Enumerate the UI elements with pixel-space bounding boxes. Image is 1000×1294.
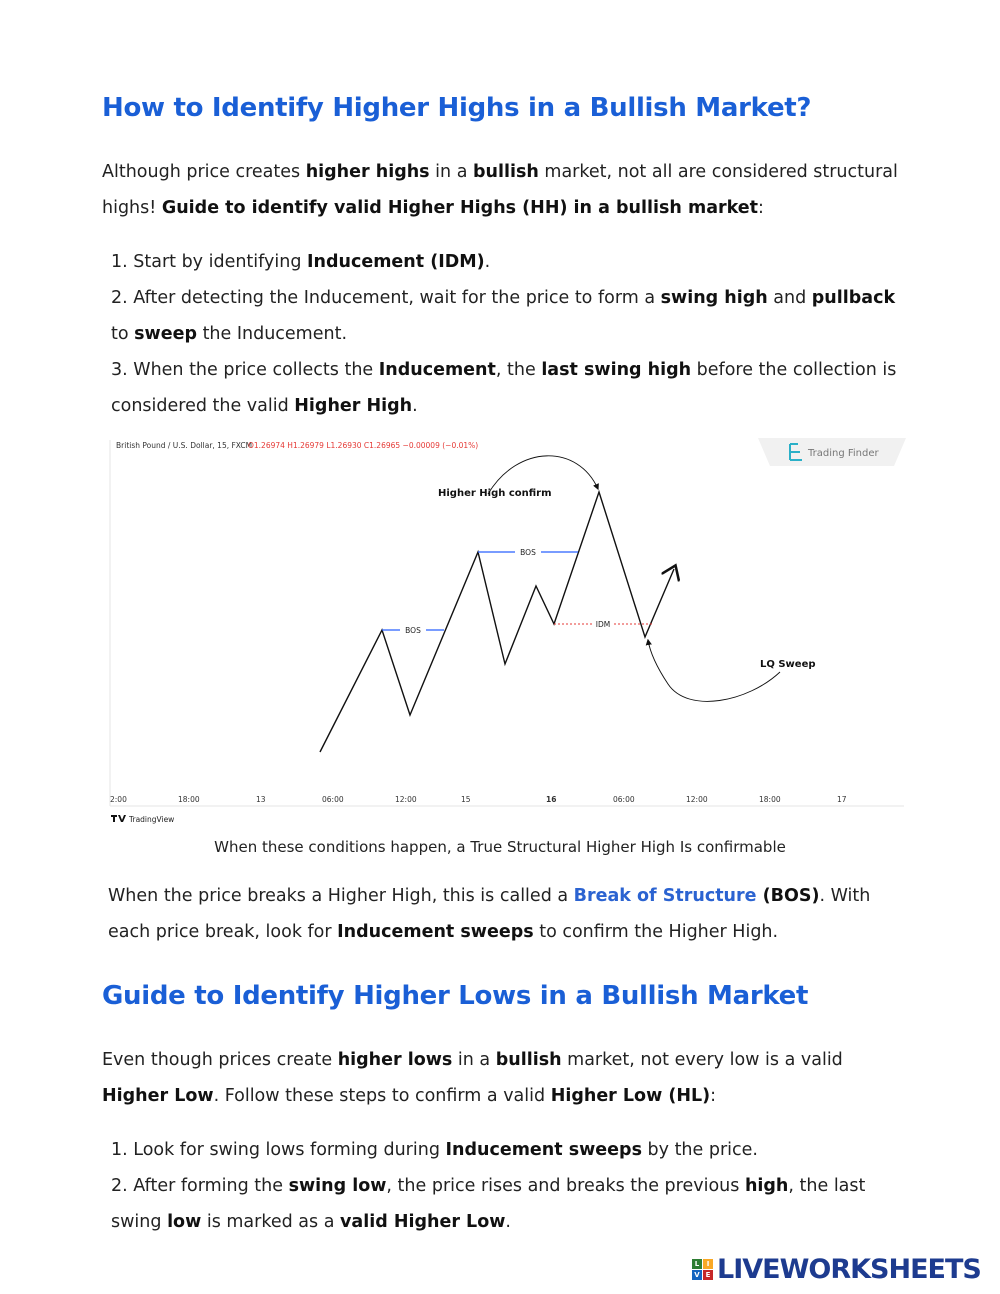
bold-text: higher highs [305,162,430,182]
bos-label-2: BOS [520,548,536,557]
ohlc-values: O1.26974 H1.26979 L1.26930 C1.26965 −0.00009 (−0.01%) [248,441,479,450]
bold-text: Inducement sweeps [337,922,534,942]
higher-lows-step-1 [111,1132,911,1168]
text: to [111,324,135,344]
bold-text: Guide to identify valid Higher Highs (HH) in a bullish market [161,198,759,218]
text: : [758,198,764,218]
higher-highs-step-1 [111,244,911,280]
text: in a [429,162,473,182]
time-tick: 15 [461,795,471,804]
bold-text: Higher High [294,396,413,416]
bold-text: bullish [472,162,539,182]
bold-text: pullback [811,288,896,308]
text: When the price breaks a Higher High, this is called a [108,886,574,906]
bos-paragraph [108,878,908,950]
higher-highs-step-3 [111,352,911,424]
liveworksheets-logo[interactable] [692,1252,992,1286]
bold-text: higher lows [337,1050,453,1070]
chart-svg [108,434,906,826]
chart-caption: When these conditions happen, a True Structural Higher High Is confirmable [214,838,786,856]
higher-highs-step-2 [111,280,911,352]
text: , the [495,360,542,380]
time-tick: 18:00 [178,795,200,804]
text: . With each price break, look for [108,886,871,942]
section-heading-higher-lows: Guide to Identify Higher Lows in a Bullish Market [102,981,809,1011]
text: , the price rises and breaks the previous [386,1176,745,1196]
mark-letter: L [692,1259,702,1269]
text: . [505,1212,511,1232]
text: in a [452,1050,496,1070]
text: Even though prices create [102,1050,338,1070]
text: . Follow these steps to confirm a valid [213,1086,551,1106]
time-tick: 18:00 [759,795,781,804]
time-axis-labels [110,795,847,804]
time-tick: 16 [546,795,557,804]
bold-text: sweep [134,324,197,344]
liveworksheets-wordmark: LIVEWORKSHEETS [717,1253,981,1285]
hh-confirm-label: Higher High confirm [438,488,552,499]
bold-text: high [744,1176,789,1196]
higher-lows-intro [102,1042,912,1114]
bold-text: swing high [660,288,768,308]
text: before the collection is considered the valid [111,360,897,416]
time-tick: 12:00 [395,795,417,804]
text: . [484,252,491,272]
text: : [710,1086,717,1106]
liveworksheets-mark-icon [692,1259,713,1280]
text: 3. When the price collects the [111,360,379,380]
bold-text: last swing high [541,360,692,380]
text: to confirm the Higher High. [533,922,779,942]
text: market, not every low is a valid [561,1050,843,1070]
time-tick: 13 [256,795,266,804]
break-of-structure-link[interactable]: Break of Structure [573,886,757,906]
bold-text: Inducement sweeps [445,1140,642,1160]
text: by the price. [641,1140,758,1160]
bold-text: Higher Low [102,1086,214,1106]
text: , the last swing [111,1176,866,1232]
idm-label: IDM [595,620,611,629]
text: 1. Start by identifying [111,252,307,272]
market-structure-chart [108,434,906,826]
text: and [767,288,812,308]
tradingview-watermark: TradingView [129,815,175,824]
mark-letter: E [703,1270,713,1280]
lq-sweep-arrow [648,640,780,701]
symbol-info: British Pound / U.S. Dollar, 15, FXCM [116,441,253,450]
brand-name: Trading Finder [808,448,879,459]
text: 2. After detecting the Inducement, wait for the price to form a [111,288,661,308]
bold-text: low [167,1212,202,1232]
text: market, not all are considered structural highs! [102,162,898,218]
bold-text: bullish [495,1050,562,1070]
text: 1. Look for swing lows forming during [111,1140,446,1160]
bos-label-1: BOS [405,626,421,635]
text: . [412,396,418,416]
bold-text: Inducement [378,360,496,380]
tradingview-logo-icon [111,815,126,822]
text: 2. After forming the [111,1176,289,1196]
higher-highs-intro [102,154,912,226]
time-tick: 12:00 [686,795,708,804]
time-tick: 06:00 [613,795,635,804]
time-tick: 2:00 [110,795,127,804]
text: Although price creates [102,162,306,182]
bold-text: (BOS) [756,886,820,906]
bold-text: valid Higher Low [339,1212,506,1232]
mark-letter: I [703,1259,713,1269]
bold-text: Higher Low (HL) [550,1086,711,1106]
bold-text: Inducement (IDM) [307,252,485,272]
section-heading-higher-highs: How to Identify Higher Highs in a Bullish Market? [102,93,812,123]
time-tick: 06:00 [322,795,344,804]
higher-lows-step-2 [111,1168,911,1240]
time-tick: 17 [837,795,847,804]
text: the Inducement. [197,324,348,344]
text: is marked as a [201,1212,340,1232]
lq-sweep-label: LQ Sweep [760,659,816,670]
price-swing-path [320,492,674,752]
mark-letter: V [692,1270,702,1280]
bold-text: swing low [288,1176,387,1196]
